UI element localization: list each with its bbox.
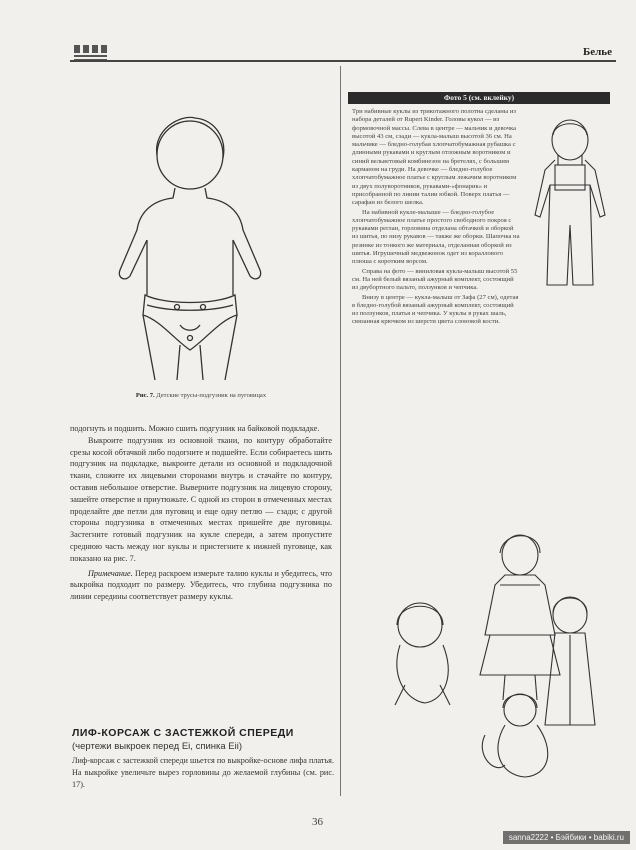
figure-caption (70, 392, 332, 400)
section-title: Белье (582, 46, 612, 58)
column-divider (340, 66, 341, 796)
doll-diaper-illustration (85, 100, 295, 390)
photo-heading: Фото 5 (см. вклейку) (348, 92, 610, 104)
note-label: Примечание. (88, 568, 133, 578)
subsection-title: ЛИФ-КОРСАЖ С ЗАСТЕЖКОЙ СПЕРЕДИ (72, 727, 294, 739)
note-paragraph (70, 568, 332, 603)
paragraph: На набивной кукле-малыше — бледно-голубое хлопчатобумажное платье простого свободного покроя с рукавами реглан, горловина отделана обтачкой и оборкой из шитья, по низу рукавов — также же оборки. Шапочка на резинке из тонкого же материала, отделанная оборкой из шитья. Игрушечный медвежонок одет из кораллового плюша с коротким ворсом. (352, 208, 520, 266)
header-rule (70, 60, 616, 62)
caption-label: Рис. 7. (135, 392, 155, 399)
photo-intro: Три набивные куклы из трикотажного полотна сделаны из набора деталей от Rupert Kinder. Головы кукол — из формовочной массы. Слева в центре — мальчик и девочка высотой 43 см, сзади — кукла-малыш высотой 36 см. На мальчике — бледно-голубая хлопчатобумажная рубашка с длинными рукавами и круглым отложным воротником и синий вельветовый комбинезон на бретелях, с большим карманом на груди. На девочке — бледно-голубое хлопчатобумажное платье с круглым лежачим воротником из двух полуворотников, рукавами-«фонарик» и присобранной по линии талии юбкой. Поверх платья — сарафан из белого шелка. (352, 108, 517, 207)
dolls-group-illustration (385, 525, 605, 785)
doll-overalls-illustration (525, 115, 610, 295)
left-body-text (70, 423, 332, 603)
caption-text: Детские трусы-подгузник на пуговицах (156, 392, 267, 399)
page-number: 36 (312, 816, 323, 828)
paragraph: Лиф-корсаж с застежкой спереди шьется по выкройке-основе лифа платья. На выкройке увеличьте вырез горловины до желаемой глубины (см. рис. 17). (72, 756, 334, 789)
paragraph: Внизу в центре — кукла-малыш от Зафа (27 см), одетая в бледно-голубой вязаный ажурный комплект, состоящий из ползунков, платья и чепчика. У куклы в руках шаль, связанная крючком из шерсти цвета слоновой кости. (352, 293, 519, 326)
note-text: Перед раскроем измерьте талию куклы и убедитесь, что выкройка подходит по размеру. Убедитесь, что глубина подгузника по линии середины соответствует размеру куклы. (70, 568, 332, 602)
watermark: sanna2222 • Бэйбики • babiki.ru (503, 831, 630, 844)
paragraph: Выкроите подгузник из основной ткани, по контуру обработайте срезы косой обтачкой либо подогните и подшейте. Если собираетесь шить подгузник на подкладке, выкроите детали из основной и подкладочной ткани, сложите их лицевыми сторонами внутрь и стачайте по контуру, оставив небольшое отверстие. Выверните подгузник на лицевую сторону, зашейте отверстие и приутюжьте. С одной из сторон в отмеченных местах проделайте две петли для пуговиц и еще одну петлю — сзади; с другой стороны подгузника в отмеченных местах пришейте две пуговицы. Застегните готовый подгузник на кукле спереди, а затем пропустите среднюю часть между ног куклы и пристегните к нижней пуговице, как показано на рис. 7. (70, 435, 332, 563)
subsection-body (72, 755, 334, 790)
subsection-subtitle: (чертежи выкроек перед Ei, спинка Eii) (72, 741, 243, 752)
paragraph: подогнуть и подшить. Можно сшить подгузник на байковой подкладке. (70, 424, 320, 433)
paragraph: Справа на фото — виниловая кукла-малыш высотой 55 см. На ней белый вязаный ажурный комплект, состоящий из двубортного пальто, ползунков и чепчика. (352, 267, 518, 292)
